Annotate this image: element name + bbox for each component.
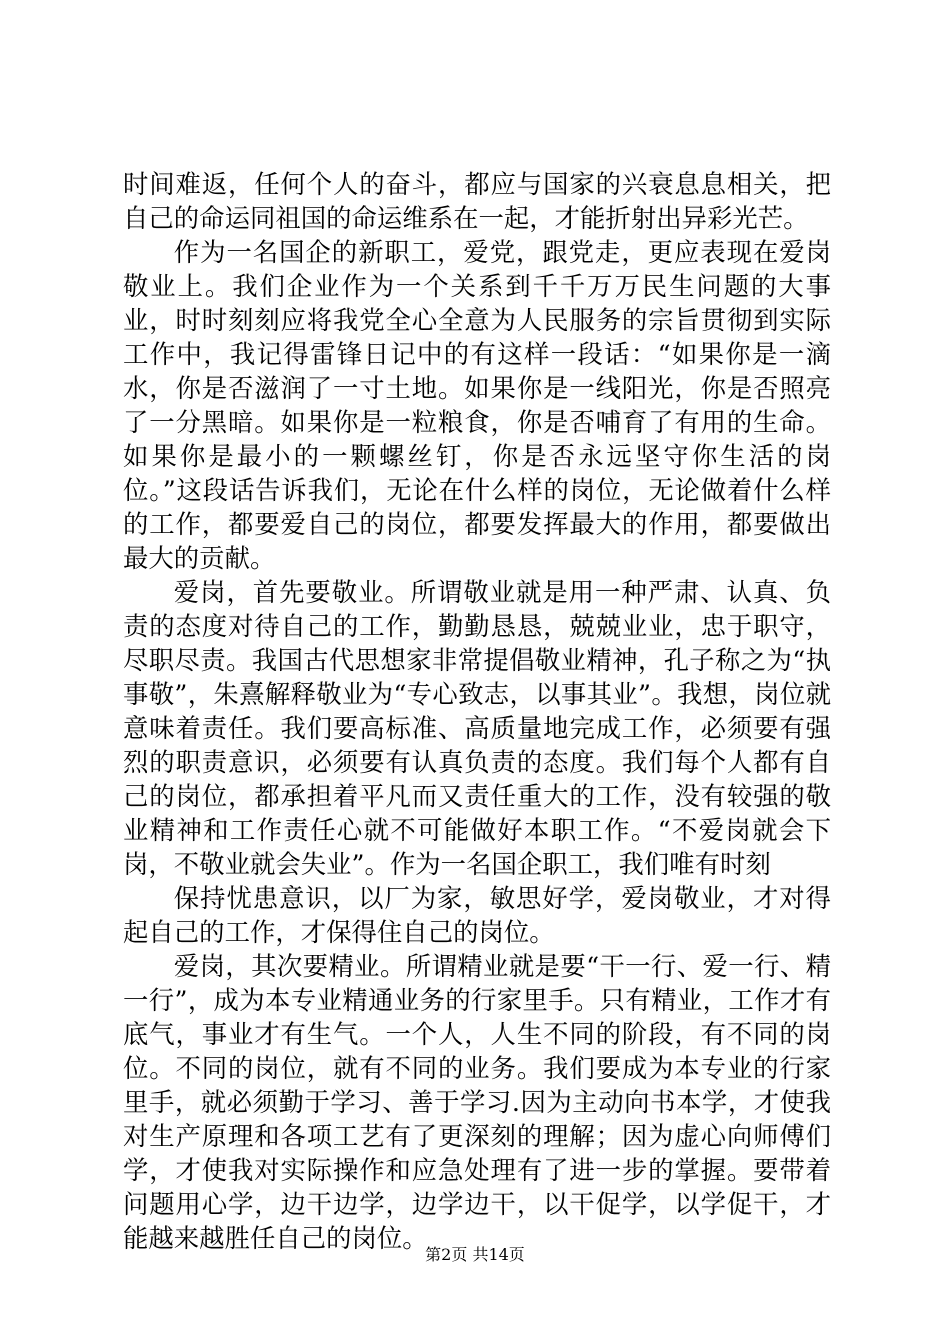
paragraph-1: 时间难返，任何个人的奋斗，都应与国家的兴衰息息相关，把自己的命运同祖国的命运维系在一起，才能折射出异彩光芒。 xyxy=(123,169,831,233)
page-number-footer: 第2页 共14页 xyxy=(425,1245,525,1264)
paragraph-3: 爱岗，首先要敬业。所谓敬业就是用一种严肃、认真、负责的态度对待自己的工作，勤勤恳恳，兢兢业业，忠于职守，尽职尽责。我国古代思想家非常提倡敬业精神，孔子称之为“执事敬”，朱熹解释敬业为“专心致志，以事其业”。我想，岗位就意味着责任。我们要高标准、高质量地完成工作，必须要有强烈的职责意识，必须要有认真负责的态度。我们每个人都有自己的岗位，都承担着平凡而又责任重大的工作，没有较强的敬业精神和工作责任心就不可能做好本职工作。“不爱岗就会下岗，不敬业就会失业”。作为一名国企职工，我们唯有时刻 xyxy=(123,577,831,879)
paragraph-4: 保持忧患意识，以厂为家，敏思好学，爱岗敬业，才对得起自己的工作，才保得住自己的岗位。 xyxy=(123,883,831,947)
paragraph-5: 爱岗，其次要精业。所谓精业就是要“干一行、爱一行、精一行”，成为本专业精通业务的行家里手。只有精业，工作才有底气，事业才有生气。一个人，人生不同的阶段，有不同的岗位。不同的岗位，就有不同的业务。我们要成为本专业的行家里手，就必须勤于学习、善于学习.因为主动向书本学，才使我对生产原理和各项工艺有了更深刻的理解；因为虚心向师傅们学，才使我对实际操作和应急处理有了进一步的掌握。要带着问题用心学，边干边学，边学边干，以干促学，以学促干，才能越来越胜任自己的岗位。 xyxy=(123,951,831,1253)
paragraph-2: 作为一名国企的新职工，爱党，跟党走，更应表现在爱岗敬业上。我们企业作为一个关系到千千万万民生问题的大事业，时时刻刻应将我党全心全意为人民服务的宗旨贯彻到实际工作中，我记得雷锋日记中的有这样一段话：“如果你是一滴水，你是否滋润了一寸土地。如果你是一线阳光，你是否照亮了一分黑暗。如果你是一粒粮食，你是否哺育了有用的生命。如果你是最小的一颗螺丝钉，你是否永远坚守你生活的岗位。”这段话告诉我们，无论在什么样的岗位，无论做着什么样的工作，都要爱自己的岗位，都要发挥最大的作用，都要做出最大的贡献。 xyxy=(123,237,831,573)
document-body xyxy=(123,167,831,1255)
